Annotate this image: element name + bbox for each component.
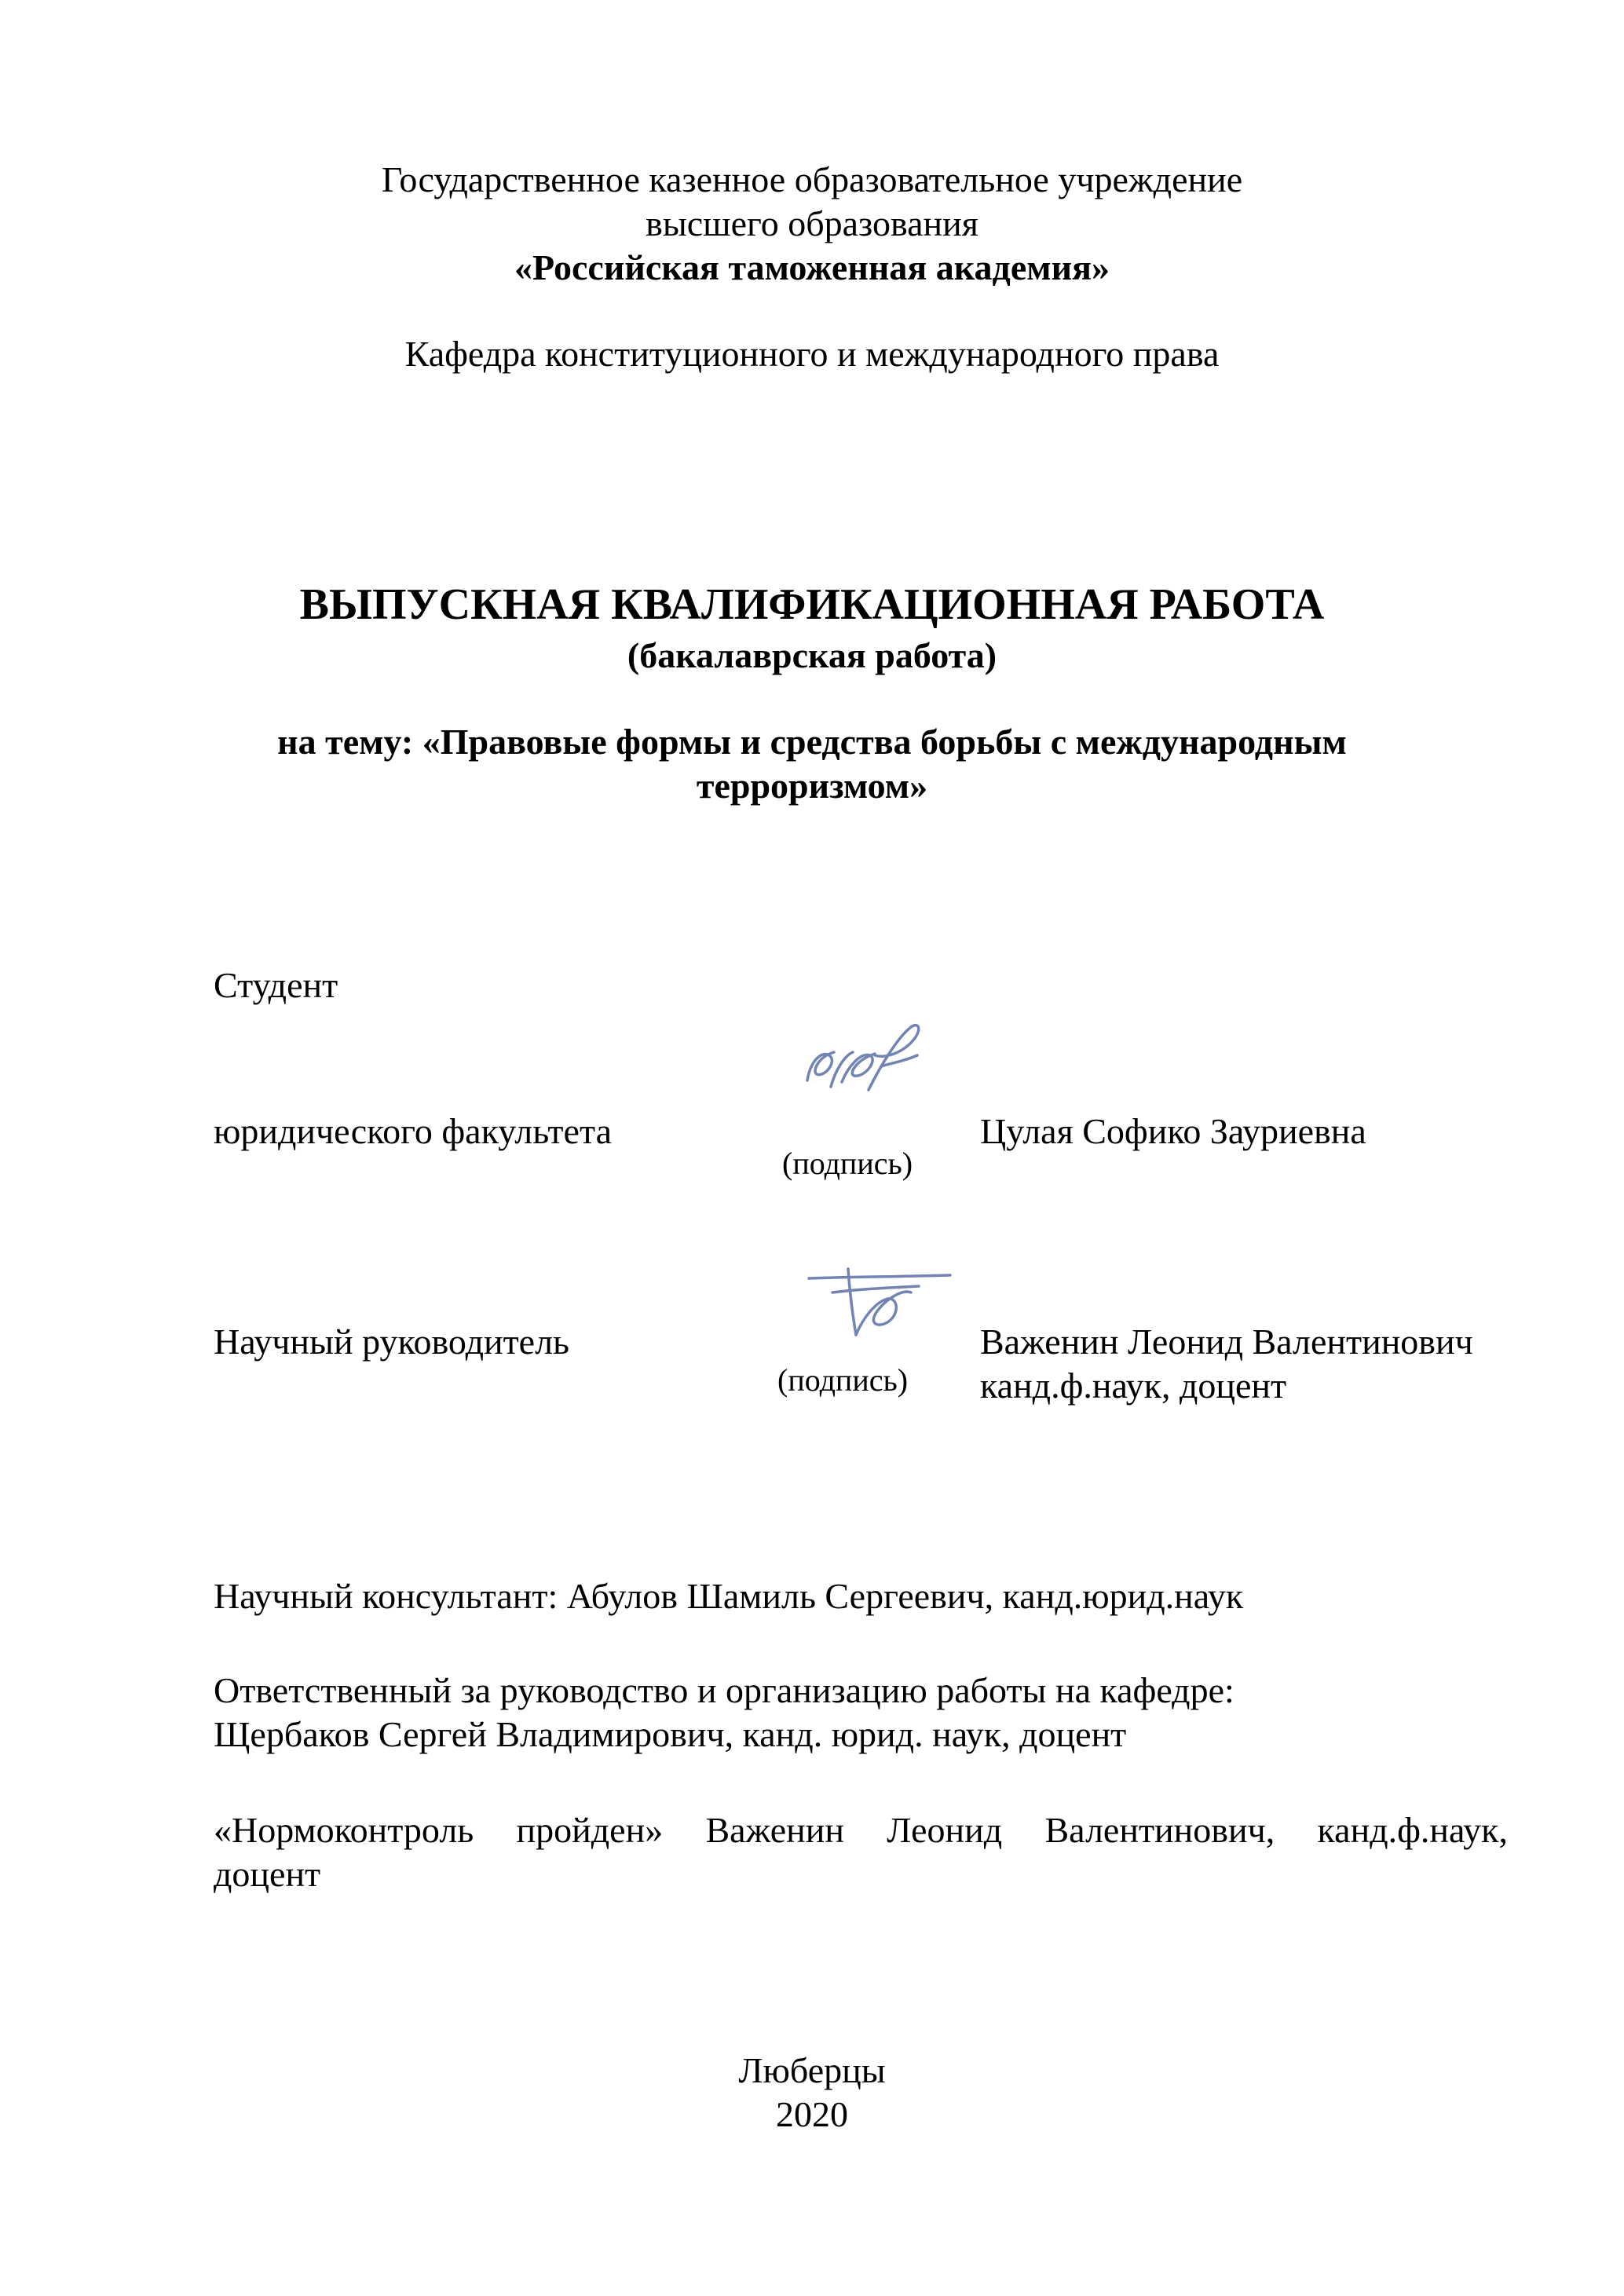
consultant: Научный консультант: Абулов Шамиль Сергеевич, канд.юрид.наук	[214, 1576, 1244, 1616]
work-subtype: (бакалаврская работа)	[627, 635, 997, 675]
academy-name: «Российская таможенная академия»	[514, 247, 1110, 287]
supervisor-role: Научный руководитель	[214, 1322, 570, 1362]
responsible-line-2: Щербаков Сергей Владимирович, канд. юрид. наук, доцент	[214, 1714, 1127, 1754]
student-signature-caption: (подпись)	[782, 1146, 913, 1181]
institution-line-1: Государственное казенное образовательное учреждение	[381, 159, 1243, 199]
student-role-line-2: юридического факультета	[214, 1111, 613, 1151]
normocontrol-line-1	[214, 1812, 1508, 1848]
normocontrol-word: Леонид	[887, 1810, 1003, 1850]
normocontrol-word: Валентинович,	[1044, 1810, 1275, 1850]
student-name: Цулая Софико Зауриевна	[980, 1111, 1366, 1151]
supervisor-degree: канд.ф.наук, доцент	[980, 1366, 1287, 1406]
department: Кафедра конституционного и международного права	[404, 334, 1220, 374]
supervisor-signature-caption: (подпись)	[777, 1362, 909, 1398]
normocontrol-line-2: доцент	[214, 1854, 321, 1894]
normocontrol-word: канд.ф.наук,	[1317, 1810, 1508, 1850]
topic-line-1: на тему: «Правовые формы и средства борьбы с международным	[277, 722, 1347, 762]
institution-line-2: высшего образования	[646, 203, 978, 243]
normocontrol-word: пройден»	[516, 1810, 664, 1850]
supervisor-name: Важенин Леонид Валентинович	[980, 1322, 1473, 1362]
student-signature	[793, 1011, 935, 1113]
work-title: ВЫПУСКНАЯ КВАЛИФИКАЦИОННАЯ РАБОТА	[299, 580, 1325, 629]
topic-line-2: терроризмом»	[696, 766, 928, 806]
student-role-line-1: Студент	[214, 965, 338, 1005]
normocontrol-word: Важенин	[705, 1810, 844, 1850]
year: 2020	[776, 2094, 848, 2134]
normocontrol-word: «Нормоконтроль	[214, 1810, 474, 1850]
supervisor-signature	[801, 1253, 958, 1347]
responsible-line-1: Ответственный за руководство и организацию работы на кафедре:	[214, 1670, 1234, 1710]
city: Люберцы	[738, 2050, 886, 2090]
